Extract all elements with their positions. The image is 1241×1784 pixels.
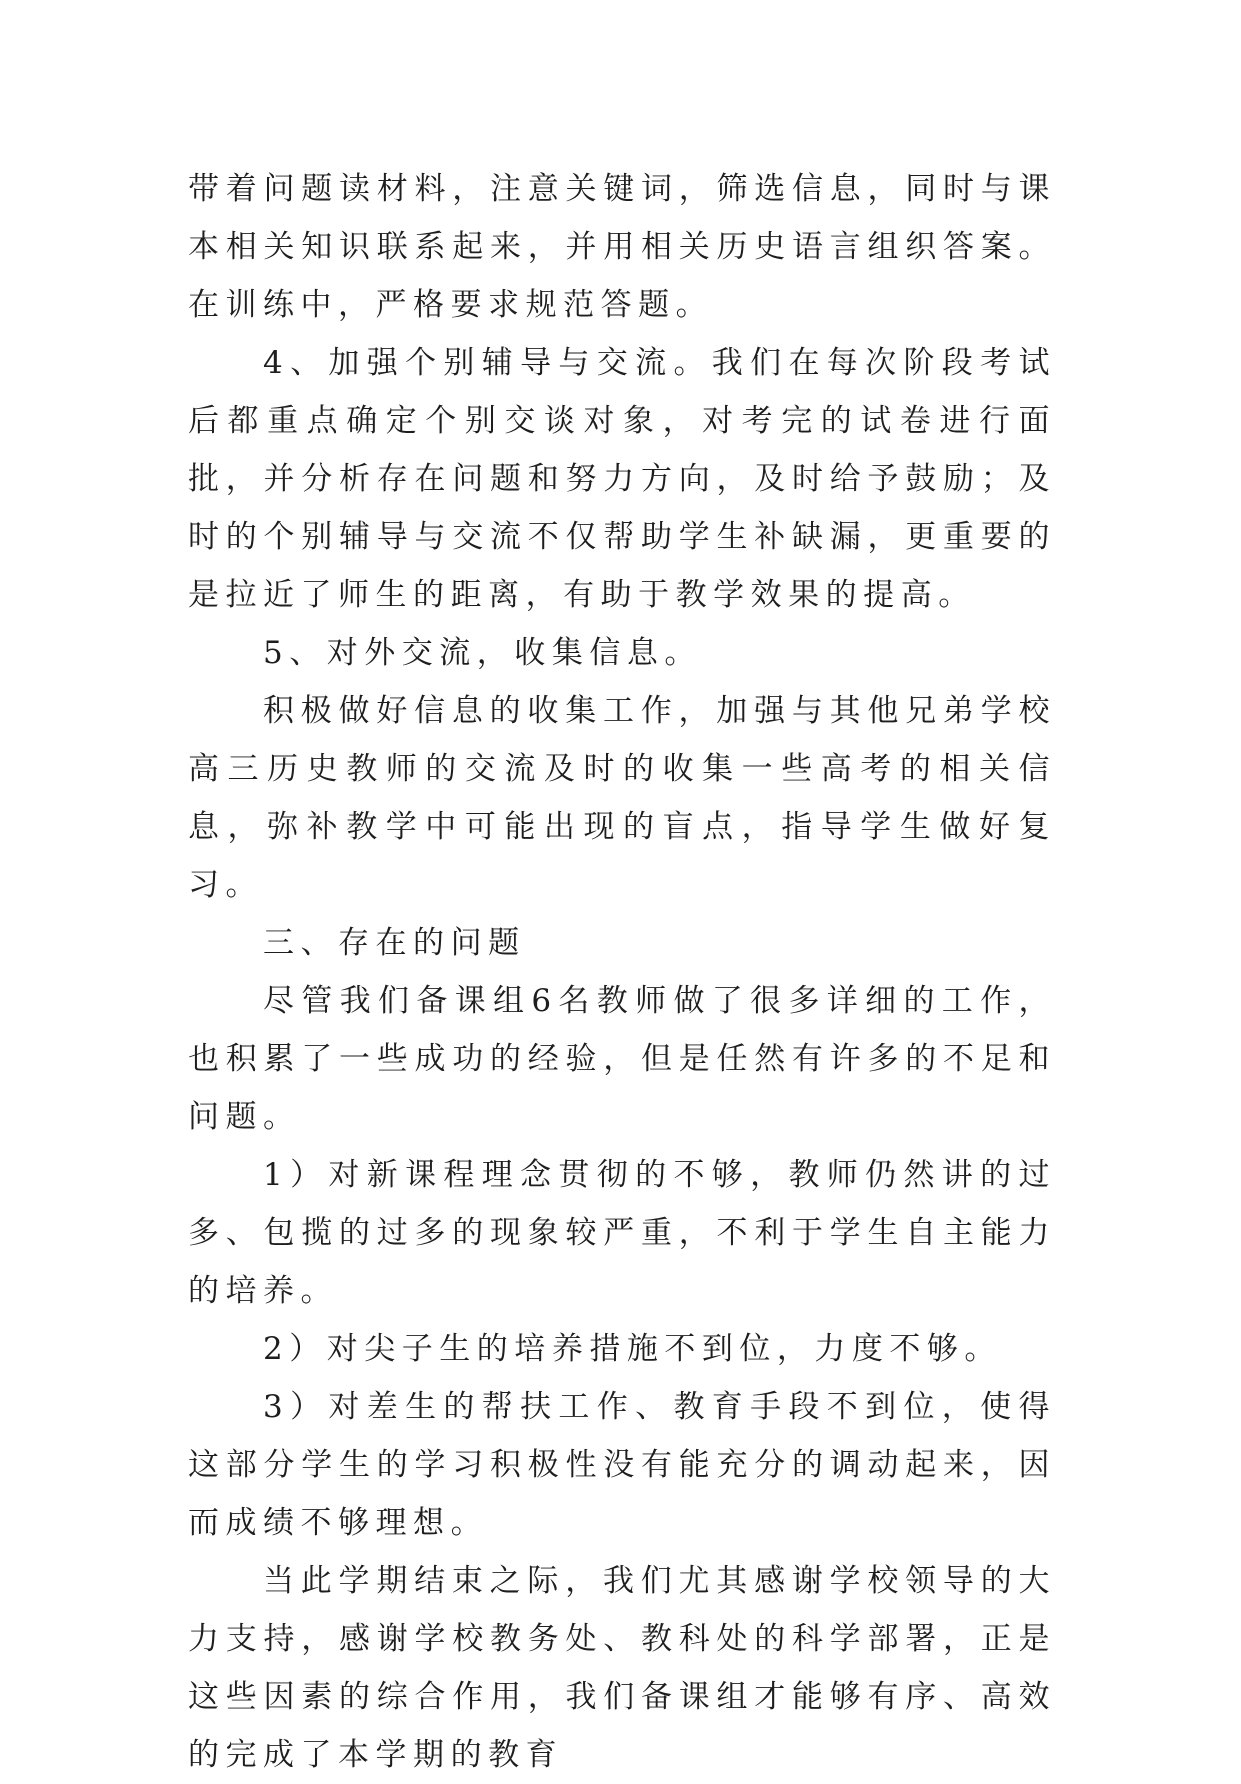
paragraph-continuation: 带着问题读材料，注意关键词，筛选信息，同时与课本相关知识联系起来，并用相关历史语言组织答案。在训练中，严格要求规范答题。 <box>188 171 1056 323</box>
paragraph-problems-intro: 尽管我们备课组6名教师做了很多详细的工作，也积累了一些成功的经验，但是任然有许多的不足和问题。 <box>188 983 1056 1135</box>
paragraph-closing: 当此学期结束之际，我们尤其感谢学校领导的大力支持，感谢学校教务处、教科处的科学部署，正是这些因素的综合作用，我们备课组才能够有序、高效的完成了本学期的教育 <box>188 1563 1056 1773</box>
paragraph-problem-1: 1）对新课程理念贯彻的不够，教师仍然讲的过多、包揽的过多的现象较严重，不利于学生自主能力的培养。 <box>188 1157 1056 1309</box>
paragraph-problem-2: 2）对尖子生的培养措施不到位，力度不够。 <box>263 1331 1002 1367</box>
paragraph-problem-3: 3）对差生的帮扶工作、教育手段不到位，使得这部分学生的学习积极性没有能充分的调动起来，因而成绩不够理想。 <box>188 1389 1056 1541</box>
paragraph-information-collection: 积极做好信息的收集工作，加强与其他兄弟学校高三历史教师的交流及时的收集一些高考的相关信息，弥补教学中可能出现的盲点，指导学生做好复习。 <box>188 693 1056 903</box>
document-body <box>188 160 1056 1784</box>
section-heading-problems: 三、存在的问题 <box>263 925 526 961</box>
paragraph-item-5: 5、对外交流，收集信息。 <box>263 635 702 671</box>
paragraph-item-4: 4、加强个别辅导与交流。我们在每次阶段考试后都重点确定个别交谈对象，对考完的试卷进行面批，并分析存在问题和努力方向，及时给予鼓励；及时的个别辅导与交流不仅帮助学生补缺漏，更重要的是拉近了师生的距离，有助于教学效果的提高。 <box>188 345 1056 613</box>
